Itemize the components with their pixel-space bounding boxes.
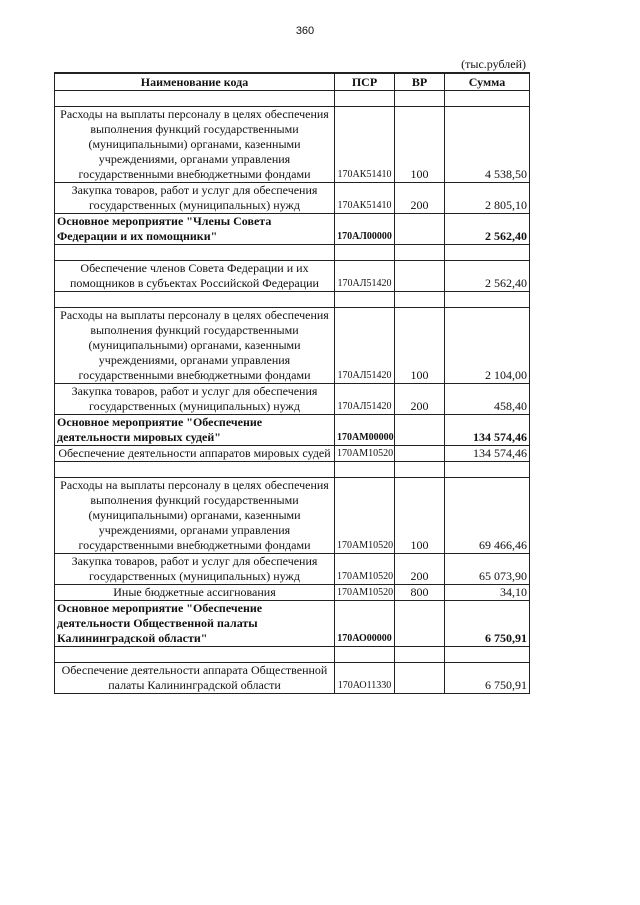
table-row: [55, 183, 530, 214]
cell-psr: 170АЛ51420: [335, 261, 395, 292]
header-sum: Сумма: [445, 73, 530, 91]
cell-sum: 69 466,46: [445, 478, 530, 554]
cell-sum: 2 562,40: [445, 214, 530, 245]
cell-sum: 2 104,00: [445, 308, 530, 384]
spacer-cell: [445, 91, 530, 107]
table-body: [55, 91, 530, 694]
cell-psr: 170АО11330: [335, 663, 395, 694]
cell-sum: 4 538,50: [445, 107, 530, 183]
cell-psr: 170АМ10520: [335, 446, 395, 462]
cell-sum: 134 574,46: [445, 446, 530, 462]
cell-vr: 100: [395, 308, 445, 384]
table-row: [55, 446, 530, 462]
spacer-cell: [445, 462, 530, 478]
cell-name: Основное мероприятие "Обеспечение деятельности мировых судей": [55, 415, 335, 446]
cell-psr: 170АМ10520: [335, 478, 395, 554]
cell-vr: [395, 214, 445, 245]
spacer-cell: [445, 245, 530, 261]
cell-vr: 200: [395, 183, 445, 214]
header-name: Наименование кода: [55, 73, 335, 91]
table-row: [55, 585, 530, 601]
cell-psr: 170АМ10520: [335, 585, 395, 601]
spacer-cell: [55, 462, 335, 478]
cell-sum: 6 750,91: [445, 601, 530, 647]
cell-vr: [395, 415, 445, 446]
cell-name: Основное мероприятие "Обеспечение деятельности Общественной палаты Калининградской области": [55, 601, 335, 647]
cell-name: Закупка товаров, работ и услуг для обеспечения государственных (муниципальных) нужд: [55, 183, 335, 214]
budget-table: [54, 72, 530, 694]
spacer-cell: [335, 292, 395, 308]
page-number: 360: [295, 25, 315, 37]
cell-psr: 170АЛ51420: [335, 384, 395, 415]
cell-sum: 2 562,40: [445, 261, 530, 292]
cell-sum: 458,40: [445, 384, 530, 415]
cell-psr: 170АЛ00000: [335, 214, 395, 245]
cell-psr: 170АМ00000: [335, 415, 395, 446]
cell-name: Расходы на выплаты персоналу в целях обеспечения выполнения функций государственными (муниципальными) органами, казенными учреждениями, органами управления государственными внебюджетными фондами: [55, 308, 335, 384]
table-row: [55, 384, 530, 415]
cell-sum: 134 574,46: [445, 415, 530, 446]
cell-vr: [395, 261, 445, 292]
spacer-cell: [395, 91, 445, 107]
spacer-cell: [335, 647, 395, 663]
spacer-cell: [335, 245, 395, 261]
cell-name: Основное мероприятие "Члены Совета Федерации и их помощники": [55, 214, 335, 245]
cell-sum: 65 073,90: [445, 554, 530, 585]
table-row: [55, 261, 530, 292]
spacer-cell: [335, 91, 395, 107]
table-summary-row: [55, 601, 530, 647]
cell-vr: 200: [395, 384, 445, 415]
spacer-cell: [445, 292, 530, 308]
spacer-cell: [395, 292, 445, 308]
cell-name: Закупка товаров, работ и услуг для обеспечения государственных (муниципальных) нужд: [55, 384, 335, 415]
table-spacer-row: [55, 292, 530, 308]
cell-sum: 6 750,91: [445, 663, 530, 694]
table-spacer-row: [55, 647, 530, 663]
cell-sum: 2 805,10: [445, 183, 530, 214]
spacer-cell: [395, 462, 445, 478]
cell-psr: 170АК51410: [335, 107, 395, 183]
cell-name: Обеспечение членов Совета Федерации и их помощников в субъектах Российской Федерации: [55, 261, 335, 292]
spacer-cell: [395, 647, 445, 663]
spacer-cell: [55, 245, 335, 261]
cell-name: Иные бюджетные ассигнования: [55, 585, 335, 601]
table-row: [55, 478, 530, 554]
cell-vr: 800: [395, 585, 445, 601]
spacer-cell: [55, 647, 335, 663]
header-vr: ВР: [395, 73, 445, 91]
cell-name: Закупка товаров, работ и услуг для обеспечения государственных (муниципальных) нужд: [55, 554, 335, 585]
cell-name: Расходы на выплаты персоналу в целях обеспечения выполнения функций государственными (муниципальными) органами, казенными учреждениями, органами управления государственными внебюджетными фондами: [55, 478, 335, 554]
cell-sum: 34,10: [445, 585, 530, 601]
spacer-cell: [395, 245, 445, 261]
spacer-cell: [335, 462, 395, 478]
table-row: [55, 554, 530, 585]
table-summary-row: [55, 214, 530, 245]
units-label: (тыс.рублей): [461, 57, 526, 71]
table-spacer-row: [55, 245, 530, 261]
spacer-cell: [445, 647, 530, 663]
table-row: [55, 308, 530, 384]
header-psr: ПСР: [335, 73, 395, 91]
cell-name: Обеспечение деятельности аппарата Общественной палаты Калининградской области: [55, 663, 335, 694]
cell-vr: [395, 601, 445, 647]
cell-vr: [395, 663, 445, 694]
table-row: [55, 663, 530, 694]
cell-vr: [395, 446, 445, 462]
table-summary-row: [55, 415, 530, 446]
table-header-row: [55, 73, 530, 91]
table-row: [55, 107, 530, 183]
cell-psr: 170АО00000: [335, 601, 395, 647]
cell-psr: 170АЛ51420: [335, 308, 395, 384]
cell-psr: 170АК51410: [335, 183, 395, 214]
spacer-cell: [55, 91, 335, 107]
cell-vr: 100: [395, 107, 445, 183]
cell-vr: 200: [395, 554, 445, 585]
cell-name: Расходы на выплаты персоналу в целях обеспечения выполнения функций государственными (муниципальными) органами, казенными учреждениями, органами управления государственными внебюджетными фондами: [55, 107, 335, 183]
cell-name: Обеспечение деятельности аппаратов мировых судей: [55, 446, 335, 462]
cell-vr: 100: [395, 478, 445, 554]
table-spacer-row: [55, 462, 530, 478]
cell-psr: 170АМ10520: [335, 554, 395, 585]
spacer-cell: [55, 292, 335, 308]
table-spacer-row: [55, 91, 530, 107]
